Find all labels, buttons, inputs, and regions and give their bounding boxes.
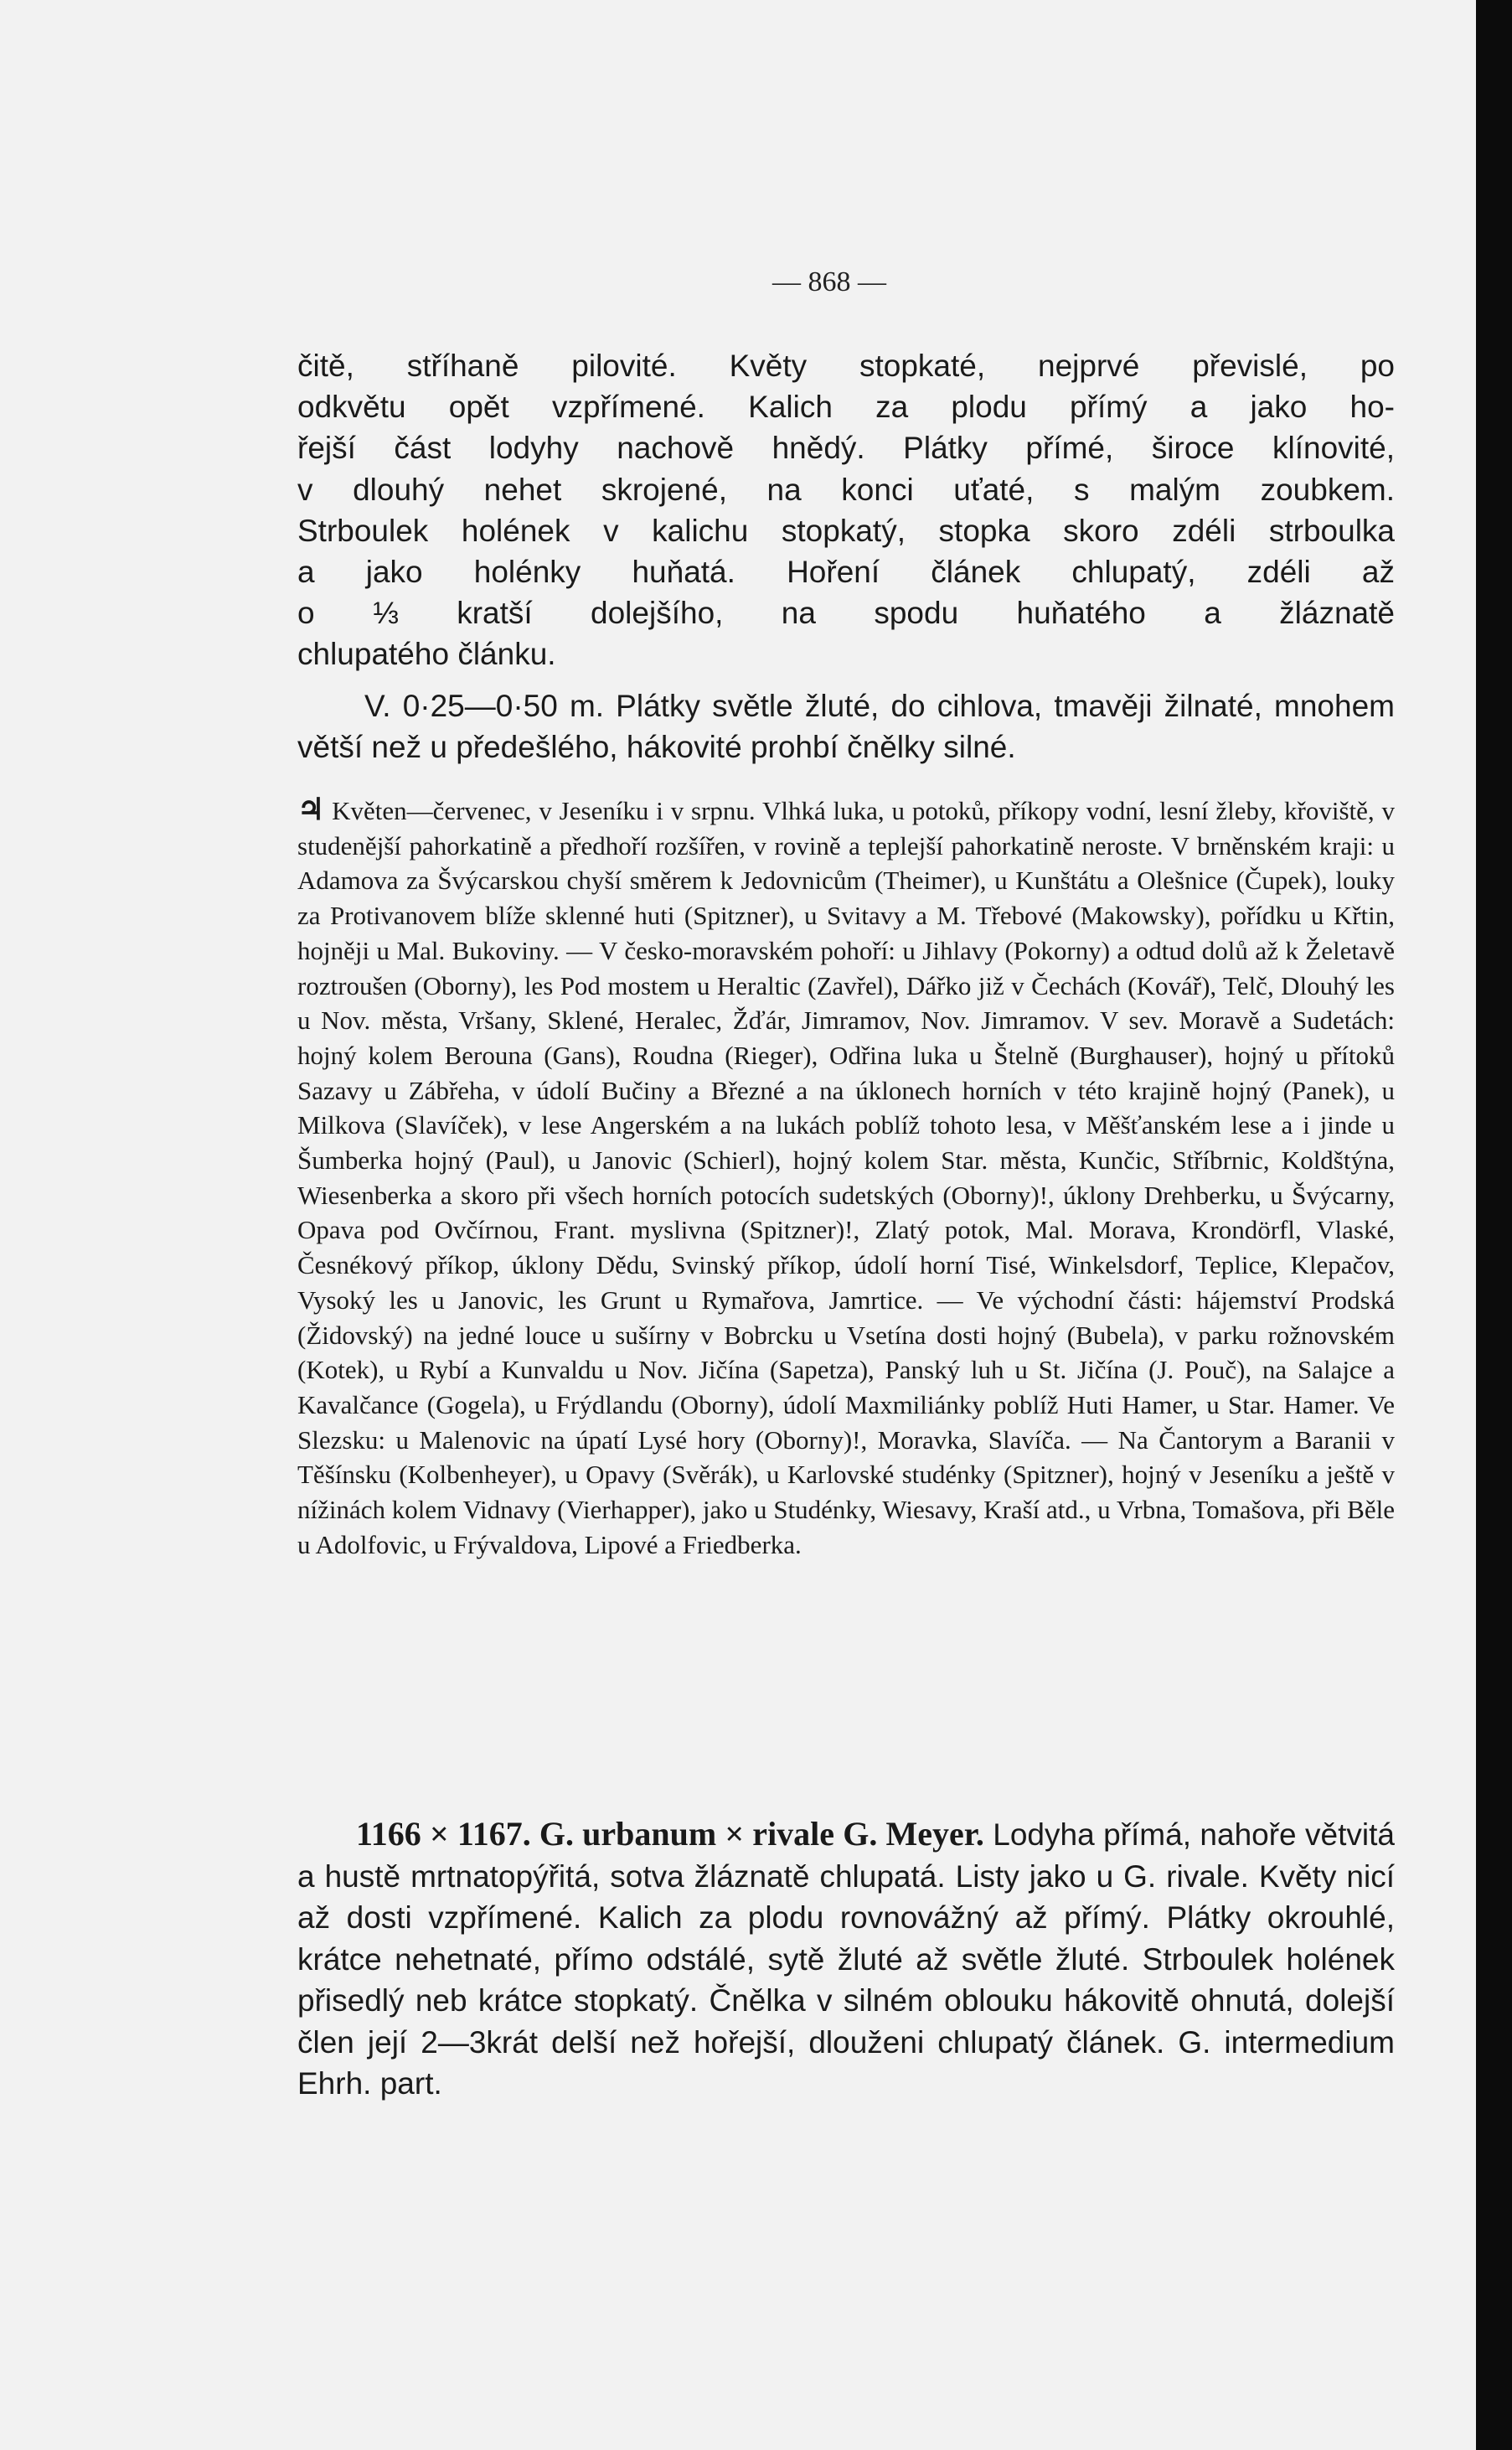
text-line: a jako holénky huňatá. Hoření článek chlupatý, zdéli až	[297, 555, 1395, 590]
text-line: chlupatého článku.	[297, 637, 556, 672]
paragraph-size-and-petals: V. 0·25—0·50 m. Plátky světle žluté, do cihlova, tmavěji žilnaté, mnohem větší než u předešlého, hákovité prohbí čnělky silné.	[297, 689, 1395, 764]
paragraph-distribution	[297, 793, 1395, 1562]
text-line: odkvětu opět vzpřímené. Kalich za plodu přímý a jako ho-	[297, 390, 1395, 425]
entry-text: Lodyha přímá, nahoře větvitá a hustě mrtnatopýřitá, sotva žláznatě chlupatá. Listy jako u G. rivale. Květy nicí až dosti vzpřímené. Kalich za plodu rovnovážný až přímý. Plátky okrouhlé, krátce nehetnaté, přímo odstálé, sytě žluté až světle žluté. Strboulek holének přisedlý neb krátce stopkatý. Čnělka v silném oblouku hákovitě ohnutá, dolejší člen její 2—3krát delší než hořejší, dlouženi chlupatý článek. G. intermedium Ehrh. part.	[297, 1817, 1395, 2101]
paragraph-hybrid-entry	[297, 1813, 1395, 2105]
text-line: o ⅓ kratší dolejšího, na spodu huňatého a žláznatě	[297, 596, 1395, 631]
text-line: řejší část lodyhy nachově hnědý. Plátky přímé, široce klínovité,	[297, 431, 1395, 466]
page-number: — 868 —	[772, 266, 886, 297]
scan-dark-edge	[1476, 0, 1512, 2450]
perennial-symbol: ♃	[297, 793, 325, 826]
text-line: čitě, stříhaně pilovité. Květy stopkaté, nejprvé převislé, po	[297, 349, 1395, 383]
paragraph-description	[297, 345, 1395, 675]
distribution-text: Květen—červenec, v Jeseníku i v srpnu. Vlhká luka, u potoků, příkopy vodní, lesní žleby, křoviště, v studenější pahorkatině a předhoří rozšířen, v rovině a teplejší pahorkatině neroste. V brněnském kraji: u Adamova za Švýcarskou chyší směrem k Jedovnicům (Theimer), u Kunštátu a Olešnice (Čupek), louky za Protivanovem blíže sklenné huti (Spitzner), u Svitavy a M. Třebové (Makowsky), pořídku u Křtin, hojněji u Mal. Bukoviny. — V česko-moravském pohoří: u Jihlavy (Pokorny) a odtud dolů až k Želetavě roztroušen (Oborny), les Pod mostem u Heraltic (Zavřel), Dářko již v Čechách (Kovář), Telč, Dlouhý les u Nov. města, Vršany, Sklené, Heralec, Žďár, Jimramov, Nov. Jimramov. V sev. Moravě a Sudetách: hojný kolem Berouna (Gans), Roudna (Rieger), Odřina luka u Štelně (Burghauser), hojný u přítoků Sazavy u Zábřeha, v údolí Bučiny a Březné a na úklonech horních v této krajině hojný (Panek), u Milkova (Slavíček), v lese Angerském a na lukách poblíž tohoto lesa, v Měšťanském lese a i jinde u Šumberka hojný (Paul), u Janovic (Schierl), hojný kolem Star. města, Kunčic, Stříbrnic, Koldštýna, Wiesenberka a skoro při všech horních potocích sudetských (Oborny)!, úklony Drehberku, u Švýcarny, Opava pod Ovčírnou, Frant. myslivna (Spitzner)!, Zlatý potok, Mal. Morava, Krondörfl, Vlaské, Česnékový příkop, úklony Dědu, Svinský příkop, údolí horní Tisé, Winkelsdorf, Teplice, Klepačov, Vysoký les u Janovic, les Grunt u Rymařova, Jamrtice. — Ve východní části: hájemství Prodská (Židovský) na jedné louce u sušírny v Bobrcku u Vsetína dosti hojný (Bubela), v parku rožnovském (Kotek), u Rybí a Kunvaldu u Nov. Jičína (Sapetza), Panský luh u St. Jičína (J. Pouč), na Salajce a Kavalčance (Gogela), u Frýdlandu (Oborny), údolí Maxmiliánky poblíž Huti Hamer, u Star. Hamer. Ve Slezsku: u Malenovic na úpatí Lysé hory (Oborny)!, Moravka, Slavíča. — Na Čantorym a Baranii v Těšínsku (Kolbenheyer), u Opavy (Svěrák), u Karlovské studénky (Spitzner), hojný v Jeseníku a ještě v nížinách kolem Vidnavy (Vierhapper), jako u Studénky, Wiesavy, Kraší atd., u Vrbna, Tomašova, při Běle u Adolfovic, u Frývaldova, Lipové a Friedberka.	[297, 796, 1396, 1559]
text-line: Strboulek holének v kalichu stopkatý, stopka skoro zdéli strboulka	[297, 513, 1395, 548]
text-line: v dlouhý nehet skrojené, na konci uťaté, s malým zoubkem.	[297, 472, 1395, 507]
entry-heading: 1166 × 1167. G. urbanum × rivale G. Meyer.	[356, 1815, 984, 1853]
